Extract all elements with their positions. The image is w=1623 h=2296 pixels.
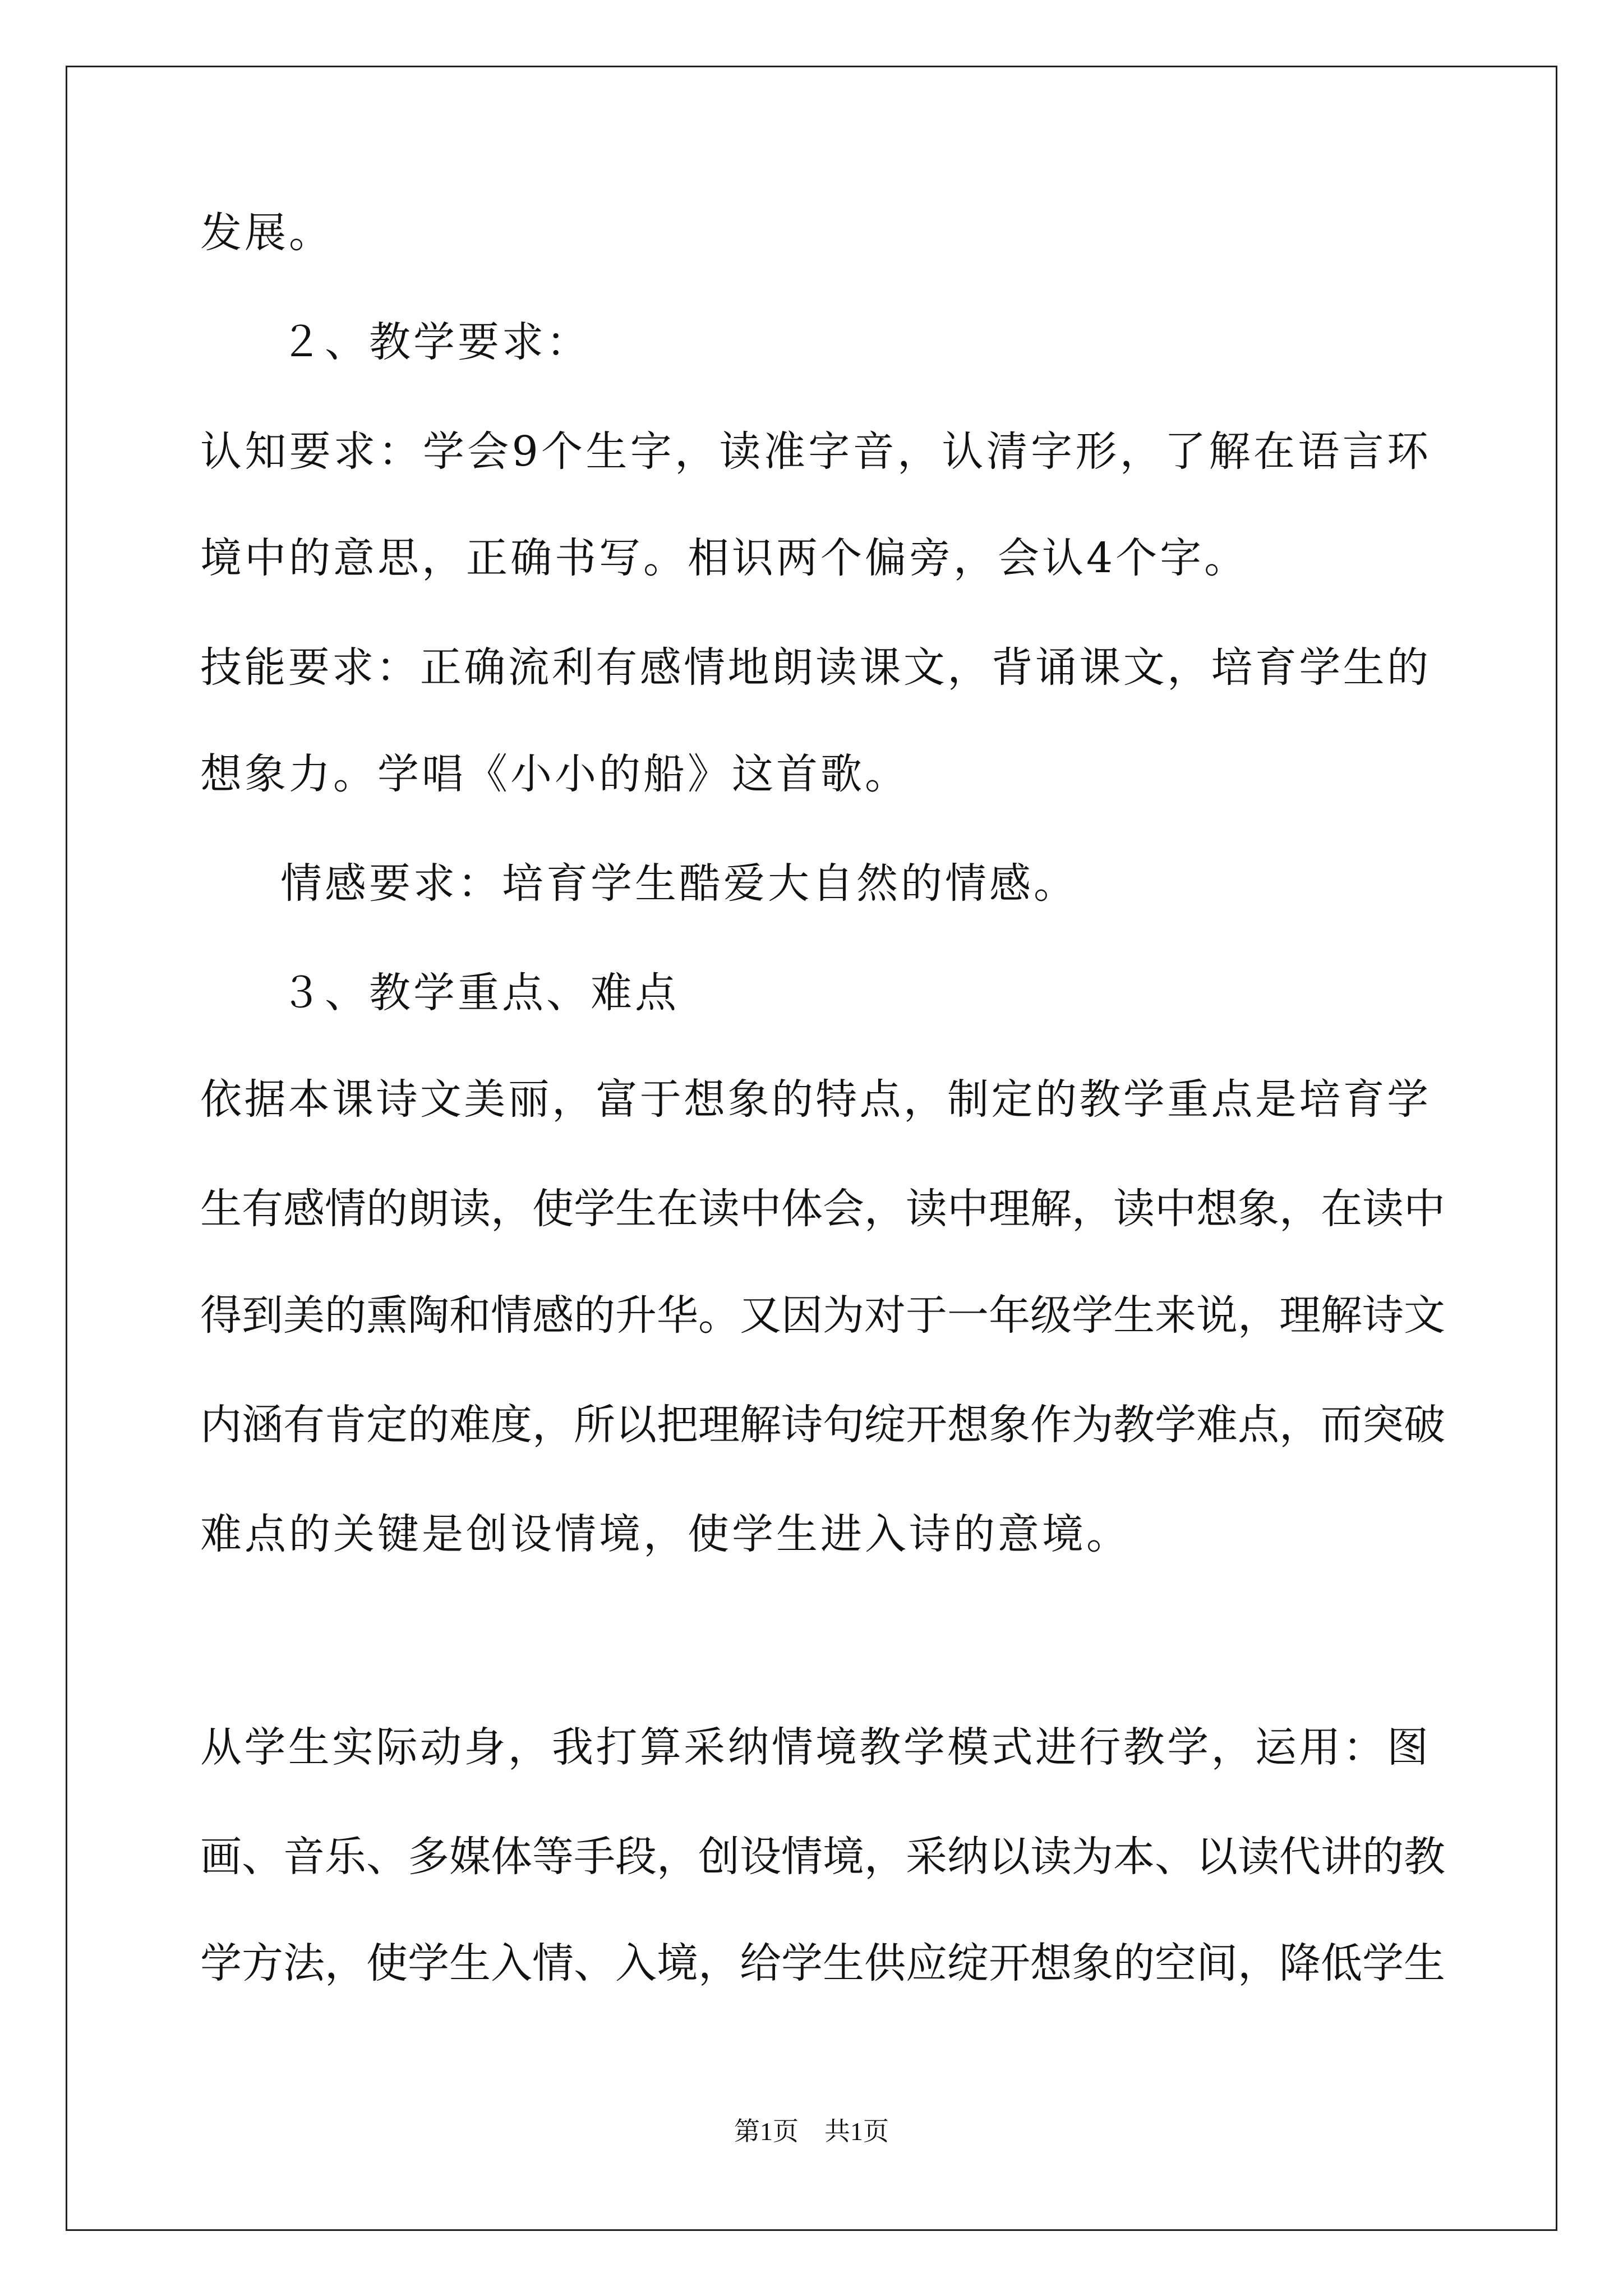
section-heading: ３、教学重点、难点 [280, 969, 679, 1017]
text-line: 境中的意思，正确书写。相识两个偏旁，会认4个字。 [200, 534, 1249, 582]
text-line: 从学生实际动身，我打算采纳情境教学模式进行教学，运用：图 [200, 1723, 1428, 1772]
text-line: 情感要求：培育学生酷爱大自然的情感。 [280, 859, 1078, 908]
text-line: 内涵有肯定的难度，所以把理解诗句绽开想象作为教学难点，而突破 [200, 1401, 1445, 1449]
page-footer: 第1页 共1页 [734, 2117, 889, 2146]
text-line: 生有感情的朗读，使学生在读中体会，读中理解，读中想象，在读中 [200, 1185, 1445, 1233]
text-line: 技能要求：正确流利有感情地朗读课文，背诵课文，培育学生的 [200, 643, 1428, 692]
page-border [66, 66, 1557, 2231]
text-line: 得到美的熏陶和情感的升华。又因为对于一年级学生来说，理解诗文 [200, 1291, 1445, 1340]
text-line: 想象力。学唱《小小的船》这首歌。 [200, 750, 909, 798]
text-line: 依据本课诗文美丽，富于想象的特点，制定的教学重点是培育学 [200, 1075, 1428, 1124]
text-line: 难点的关键是创设情境，使学生进入诗的意境。 [200, 1510, 1131, 1558]
text-line: 画、音乐、多媒体等手段，创设情境，采纳以读为本、以读代讲的教 [200, 1833, 1445, 1881]
text-line: 认知要求：学会9个生字，读准字音，认清字形，了解在语言环 [200, 427, 1428, 476]
text-line: 学方法，使学生入情、入境，给学生供应绽开想象的空间，降低学生 [200, 1939, 1445, 1987]
section-heading: ２、教学要求： [280, 318, 591, 366]
text-line: 发展。 [200, 209, 333, 257]
